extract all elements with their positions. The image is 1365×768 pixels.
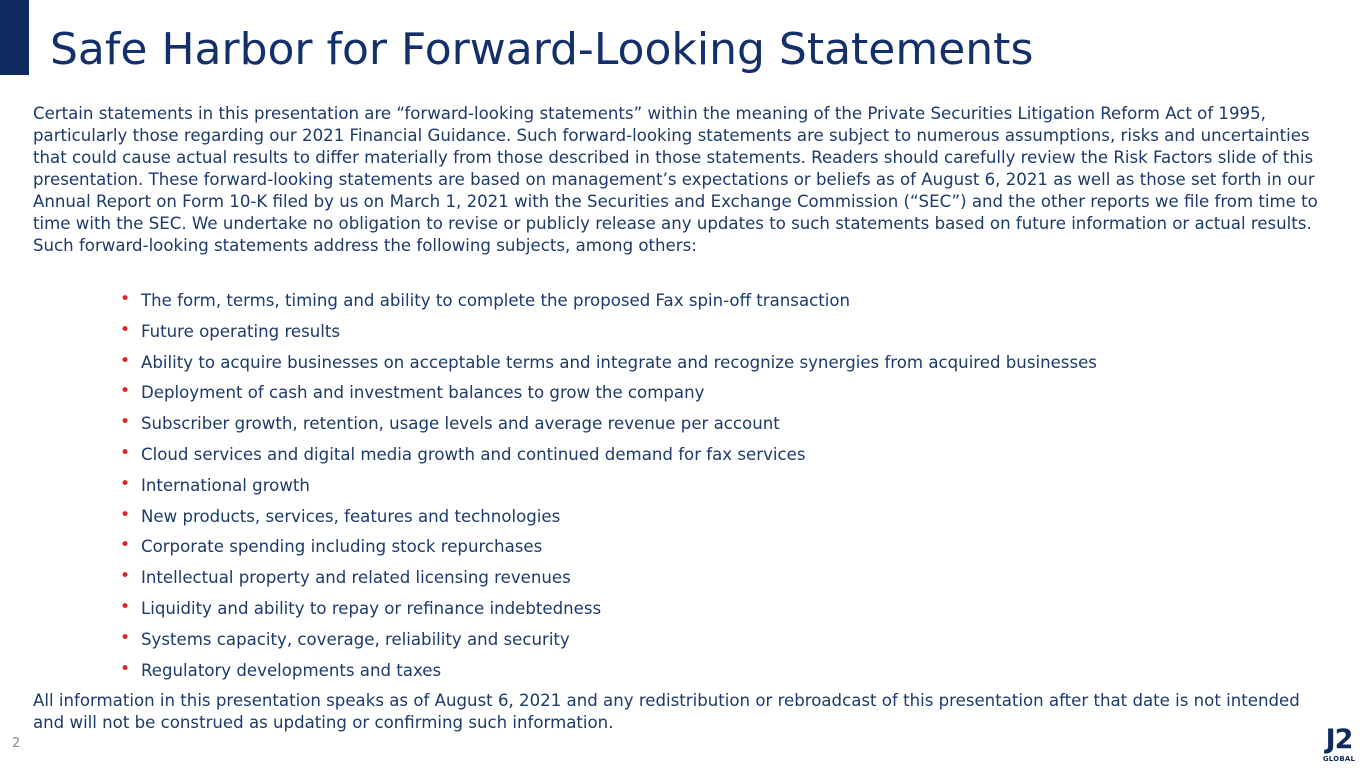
slide-title: Safe Harbor for Forward-Looking Statements [50, 24, 1034, 75]
list-item-text: Intellectual property and related licensing revenues [141, 568, 571, 588]
bullet-icon: • [120, 627, 131, 648]
bullet-icon: • [120, 535, 131, 556]
bullet-icon: • [120, 412, 131, 433]
bullet-icon: • [120, 504, 131, 525]
list-item-text: Corporate spending including stock repurchases [141, 537, 543, 557]
bullet-icon: • [120, 596, 131, 617]
bullet-icon: • [120, 658, 131, 679]
closing-paragraph: All information in this presentation speaks as of August 6, 2021 and any redistribution or rebroadcast of this presentation after that date is not intended and will not be construed as updating or confirming such information. [33, 691, 1300, 732]
list-item-text: Subscriber growth, retention, usage levels and average revenue per account [141, 414, 780, 434]
bullet-icon: • [120, 289, 131, 309]
list-item-text: Systems capacity, coverage, reliability and security [141, 629, 570, 649]
list-item-text: Cloud services and digital media growth and continued demand for fax services [141, 444, 806, 464]
list-item-text: International growth [141, 475, 310, 495]
list-item-text: Regulatory developments and taxes [141, 660, 442, 680]
j2-global-logo [1318, 725, 1360, 765]
page-number: 2 [12, 736, 21, 751]
intro-paragraph: Certain statements in this presentation are “forward-looking statements” within the meaning of the Private Securities Litigation Reform Act of 1995, particularly those regarding our 2021 Financial Guidance. Such forward-looking statements are subject to numerous assumptions, risks and uncertainties that could cause actual results to differ materially from those described in those statements. Readers should carefully review the Risk Factors slide of this presentation. These forward-looking statements are based on management’s expectations or beliefs as of August 6, 2021 as well as those set forth in our Annual Report on Form 10-K filed by us on March 1, 2021 with the Securities and Exchange Commission (“SEC”) and the other reports we file from time to time with the SEC. We undertake no obligation to revise or publicly release any updates to such statements based on future information or actual results. Such forward-looking statements address the following subjects, among others: [33, 104, 1318, 255]
list-item-text: New products, services, features and technologies [141, 506, 561, 526]
bullet-icon: • [120, 319, 131, 340]
logo-wordmark: GLOBAL [1322, 755, 1356, 763]
list-item-text: Liquidity and ability to repay or refinance indebtedness [141, 598, 602, 618]
bullet-icon: • [120, 442, 131, 463]
list-item-text: The form, terms, timing and ability to complete the proposed Fax spin-off transaction [141, 291, 851, 310]
title-accent-bar [0, 0, 29, 75]
list-item-text: Future operating results [141, 321, 341, 341]
list-item-text: Deployment of cash and investment balances to grow the company [141, 383, 705, 403]
logo-mark: J2 [1325, 724, 1353, 755]
bullet-icon: • [120, 381, 131, 402]
bullet-icon: • [120, 473, 131, 494]
list-item-text: Ability to acquire businesses on acceptable terms and integrate and recognize synergies from acquired businesses [141, 352, 1097, 372]
bullet-icon: • [120, 350, 131, 371]
bullet-icon: • [120, 566, 131, 587]
